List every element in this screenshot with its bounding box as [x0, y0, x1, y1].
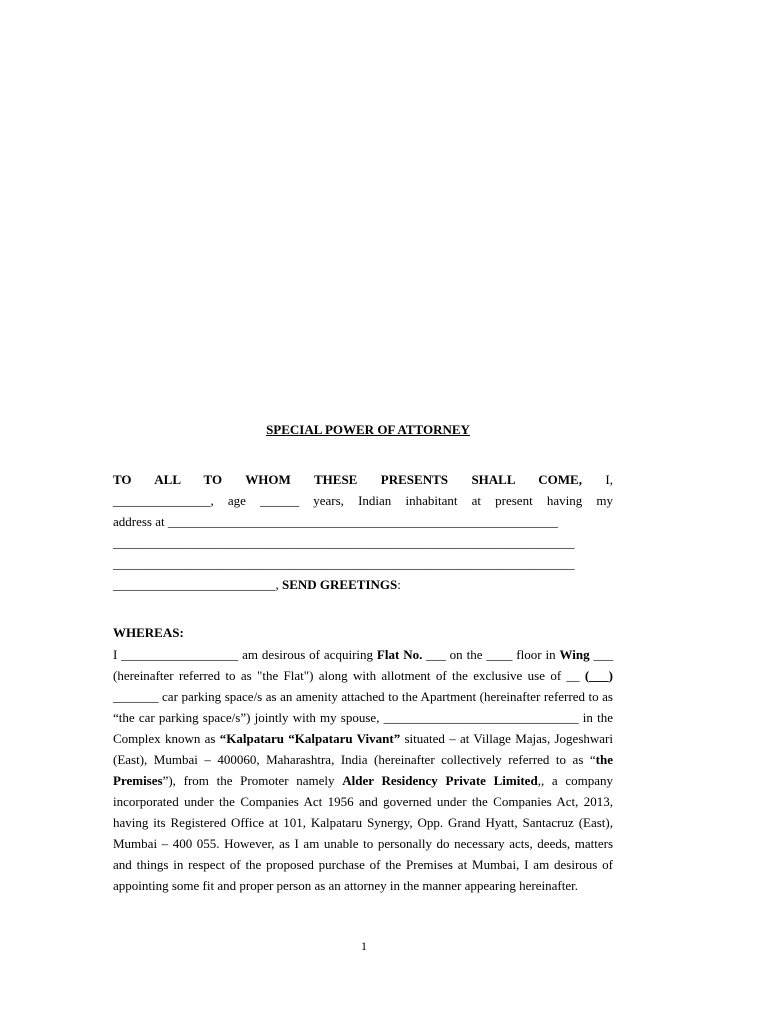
intro-blank: _________________________,: [113, 577, 282, 592]
whereas-paragraph: [113, 644, 613, 896]
intro-line-2: _______________, age ______ years, Indian inhabitant at present having my: [113, 493, 613, 508]
intro-paragraph: [113, 469, 613, 595]
promoter-name: Alder Residency Private Limited: [342, 773, 538, 788]
intro-line-4: _______________________________________________________________________: [113, 535, 575, 550]
whereas-text-1: I __________________ am desirous of acquiring: [113, 647, 377, 662]
whereas-text-2: ___ on the ____ floor in: [422, 647, 560, 662]
complex-name: “Kalpataru “Kalpataru Vivant”: [219, 731, 401, 746]
parking-count: (___): [584, 668, 613, 683]
page-number: 1: [361, 939, 367, 953]
flat-no-label: Flat No.: [376, 647, 423, 662]
wing-label: Wing: [559, 647, 590, 662]
whereas-text-3: ___ (hereinafter referred to as "the Flat") along with allotment of the exclusive use of __: [113, 647, 614, 683]
intro-line-1: [113, 469, 613, 490]
intro-salutation: TO ALL TO WHOM THESE PRESENTS SHALL COME,: [113, 472, 582, 487]
send-greetings-tail: :: [397, 577, 401, 592]
intro-salutation-tail: I,: [581, 472, 613, 487]
intro-line-3: address at ____________________________________________________________: [113, 514, 558, 529]
send-greetings: SEND GREETINGS: [282, 577, 398, 592]
intro-line-6: [113, 574, 613, 595]
whereas-text-6: ”), from the Promoter namely: [162, 773, 343, 788]
whereas-text-4: _______ car parking space/s as an amenity attached to the Apartment (hereinafter referred to as “the car parking space/s”) jointly with my spouse, ______________________________ in the Complex known as: [113, 689, 613, 746]
whereas-text-5: situated – at Village Majas, Jogeshwari (East), Mumbai – 400060, Maharashtra, India (hereinafter collectively referred to as “: [113, 731, 613, 767]
document-title: SPECIAL POWER OF ATTORNEY: [266, 422, 470, 437]
premises-term: the Premises: [113, 752, 613, 788]
whereas-heading: WHEREAS:: [113, 625, 184, 640]
whereas-text-7: ,, a company incorporated under the Companies Act 1956 and governed under the Companies Act, 2013, having its Registered Office at 101, Kalpataru Synergy, Opp. Grand Hyatt, Santacruz (East), Mumbai – 400 055. However, as I am unable to personally do necessary acts, deeds, matters and things in respect of the proposed purchase of the Premises at Mumbai, I am desirous of appointing some fit and proper person as an attorney in the manner appearing hereinafter.: [113, 773, 614, 893]
intro-line-5: _______________________________________________________________________: [113, 556, 575, 571]
